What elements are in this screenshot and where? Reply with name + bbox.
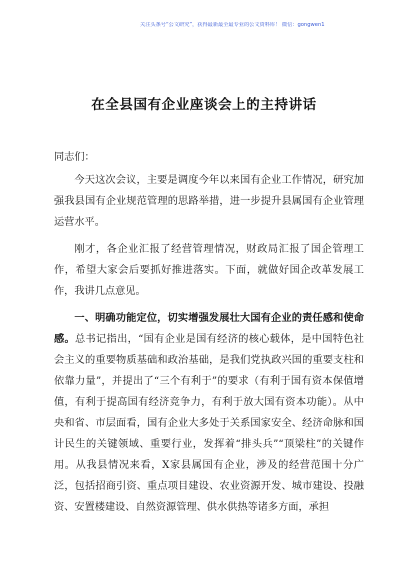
document-title: 在全县国有企业座谈会上的主持讲话 <box>91 97 317 113</box>
document-body <box>54 147 364 518</box>
paragraph-text: 总书记指出，“国有企业是国有经济的核心载体，是中国特色社会主义的重要物质基础和政治基础，是我们党执政兴国的重要支柱和依靠力量”，并提出了“三个有利于”的要求（有利于国有资本保值增值，有利于提高国有经济竞争力，有利于放大国有资本功能）。从中央和省、市层面看，国有企业大多处于关系国家安全、经济命脉和国计民生的关键领域、重要行业，发挥着“排头兵”“顶梁柱”的关键作用。从我县情况来看，X家县属国有企业，涉及的经营范围十分广泛，包括招商引资、重点项目建设、农业资源开发、城市建设、投融资、安置楼建设、自然资源管理、供水供热等诸多方面，承担 <box>54 334 364 513</box>
paragraph-text: 今天这次会议，主要是调度今年以来国有企业工作情况，研究加强我县国有企业规范管理的思路举措，进一步提升县属国有企业管理运营水平。 <box>54 175 364 228</box>
section-heading: 一、明确功能定位，切实增强发展壮大国有企业的责任感和使命感。 <box>54 312 364 345</box>
paragraph-text: 刚才，各企业汇报了经营管理情况，财政局汇报了国企管理工作，希望大家会后要抓好推进落实。下面，就做好国企改革发展工作，我讲几点意见。 <box>54 244 364 297</box>
salutation: 同志们： <box>54 152 95 163</box>
header-banner: 关注头条号“公文研究”，获得最新最全最专业的公文资料库！ 微信：gongwen1 <box>140 22 325 28</box>
paragraph-section-one <box>54 308 364 518</box>
paragraph-opening <box>54 170 364 233</box>
paragraph-transition <box>54 239 364 302</box>
